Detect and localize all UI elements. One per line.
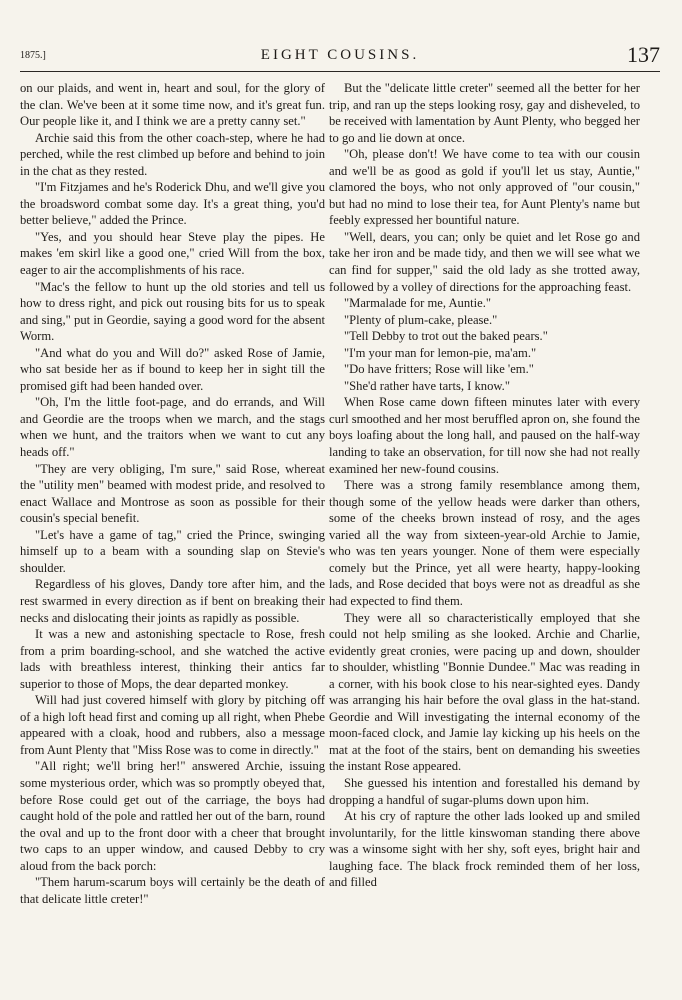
paragraph: "And what do you and Will do?" asked Rose of Jamie, who sat beside her as if bound to keep her in sight till the promised gift had been handed over. [20, 345, 325, 393]
paragraph: Will had just covered himself with glory by pitching off of a high loft head first and coming up all right, when Phebe appeared with a cloak, hood and rubbers, also a message from Aunt Plenty that "Miss Rose was to come in directly." [20, 693, 325, 757]
left-column [20, 80, 325, 907]
right-column [329, 80, 640, 891]
paragraph: It was a new and astonishing spectacle to Rose, fresh from a prim boarding-school, and she watched the active lads with breathless interest, thinking their antics far superior to those of Mops, the dear departed monkey. [20, 627, 325, 691]
header-title: EIGHT COUSINS. [260, 47, 420, 63]
paragraph: She guessed his intention and forestalled his demand by dropping a handful of sugar-plums down upon him. [329, 775, 640, 807]
paragraph: But the "delicate little creter" seemed all the better for her trip, and ran up the steps looking rosy, gay and disheveled, to be received with lamentation by Aunt Plenty, who begged her to go and lie down at once. [329, 81, 640, 145]
paragraph: "Oh, please don't! We have come to tea with our cousin and we'll be as good as gold if you'll let us stay, Auntie," clamored the boys, who not only approved of "our cousin," but had no mind to lose their tea, for Aunt Plenty's name but feebly expressed her bountiful nature. [329, 147, 640, 228]
paragraph: There was a strong family resemblance among them, though some of the yellow heads were darker than others, some of the cheeks brown instead of rosy, and the ages varied all the way from sixteen-year-old Archie to Jamie, who was ten years younger. None of them were especially comely but the Prince, yet all were hearty, happy-looking lads, and Rose decided that boys were not as dreadful as she had expected to find them. [329, 478, 640, 608]
paragraph: "I'm your man for lemon-pie, ma'am." [344, 345, 537, 360]
paragraph: "Marmalade for me, Auntie." [344, 296, 492, 311]
paragraph: "Let's have a game of tag," cried the Prince, swinging himself up to a beam with a sounding slap on Stevie's shoulder. [20, 527, 325, 575]
paragraph: They were all so characteristically employed that she could not help smiling as she looked. Archie and Charlie, evidently great cronies, were pacing up and down, shoulder to shoulder, whistling "Bonnie Dundee." Mac was reading in a corner, with his book close to his near-sighted eyes. Dandy was arranging his hair before the oval glass in the hat-stand. Geordie and Will investigating the internal economy of the moon-faced clock, and Jamie lay kicking up his heels on the mat at the foot of the stairs, bent on demanding his sweeties the instant Rose appeared. [329, 610, 640, 774]
paragraph: "Them harum-scarum boys will certainly be the death of that delicate little creter!" [20, 875, 325, 906]
paragraph: "Oh, I'm the little foot-page, and do errands, and Will and Geordie are the troops when we march, and the stags when we hunt, and the traitors when we want to cut any heads off." [20, 395, 325, 460]
paragraph: "All right; we'll bring her!" answered Archie, issuing some mysterious order, which was so promptly obeyed that, before Rose could get out of the carriage, the boys had caught hold of the pole and rattled her out of the barn, round the oval and up to the front door with a cheer that brought two caps to an upper window, and caused Debby to cry aloud from the back porch: [20, 759, 325, 873]
paragraph: When Rose came down fifteen minutes later with every curl smoothed and her most beruffled apron on, she found the boys loafing about the long hall, and paused on the half-way landing to take an observation, for till now she had not really examined her new-found cousins. [329, 395, 640, 476]
header-year: 1875.] [20, 50, 46, 61]
paragraph: "Plenty of plum-cake, please." [344, 312, 498, 327]
paragraph: "They are very obliging, I'm sure," said Rose, whereat the "utility men" beamed with modest pride, and resolved to enact Wallace and Montrose as soon as possible for their cousin's special benefit. [20, 461, 325, 526]
paragraph: "She'd rather have tarts, I know." [344, 378, 510, 393]
header-rule [20, 71, 660, 72]
paragraph: "Do have fritters; Rose will like 'em." [344, 362, 534, 377]
paragraph: on our plaids, and went in, heart and soul, for the glory of the clan. We've been at it some time now, and it's great fun. Our people like it, and I think we are a pretty canny set." [20, 81, 325, 129]
paragraph: "Tell Debby to trot out the baked pears." [344, 329, 548, 344]
paragraph: "Mac's the fellow to hunt up the old stories and tell us how to dress right, and pick out rousing bits for us to speak and sing," put in Geordie, saying a good word for the absent Worm. [20, 279, 325, 344]
page-number: 137 [627, 42, 660, 67]
paragraph: "Well, dears, you can; only be quiet and let Rose go and take her iron and be made tidy, and then we will see what we can find for supper," said the old lady as she trotted away, followed by a volley of directions for the approaching feast. [329, 229, 640, 294]
running-header [20, 42, 660, 67]
paragraph: "I'm Fitzjames and he's Roderick Dhu, and we'll give you the broadsword combat some day. It's a great thing, you'd better believe," added the Prince. [20, 180, 325, 228]
paragraph: Archie said this from the other coach-step, where he had perched, while the rest climbed up before and behind to join in the chat as they rested. [20, 130, 325, 178]
paragraph: Regardless of his gloves, Dandy tore after him, and the rest swarmed in every direction as if bent on breaking their necks and dislocating their joints as rapidly as possible. [20, 577, 325, 625]
paragraph: "Yes, and you should hear Steve play the pipes. He makes 'em skirl like a good one," cried Will from the box, eager to air the accomplishments of his race. [20, 229, 325, 278]
paragraph: At his cry of rapture the other lads looked up and smiled involuntarily, for the little kinswoman standing there above was a winsome sight with her shy, soft eyes, bright hair and laughing face. The black frock reminded them of her loss, and filled [329, 809, 640, 890]
